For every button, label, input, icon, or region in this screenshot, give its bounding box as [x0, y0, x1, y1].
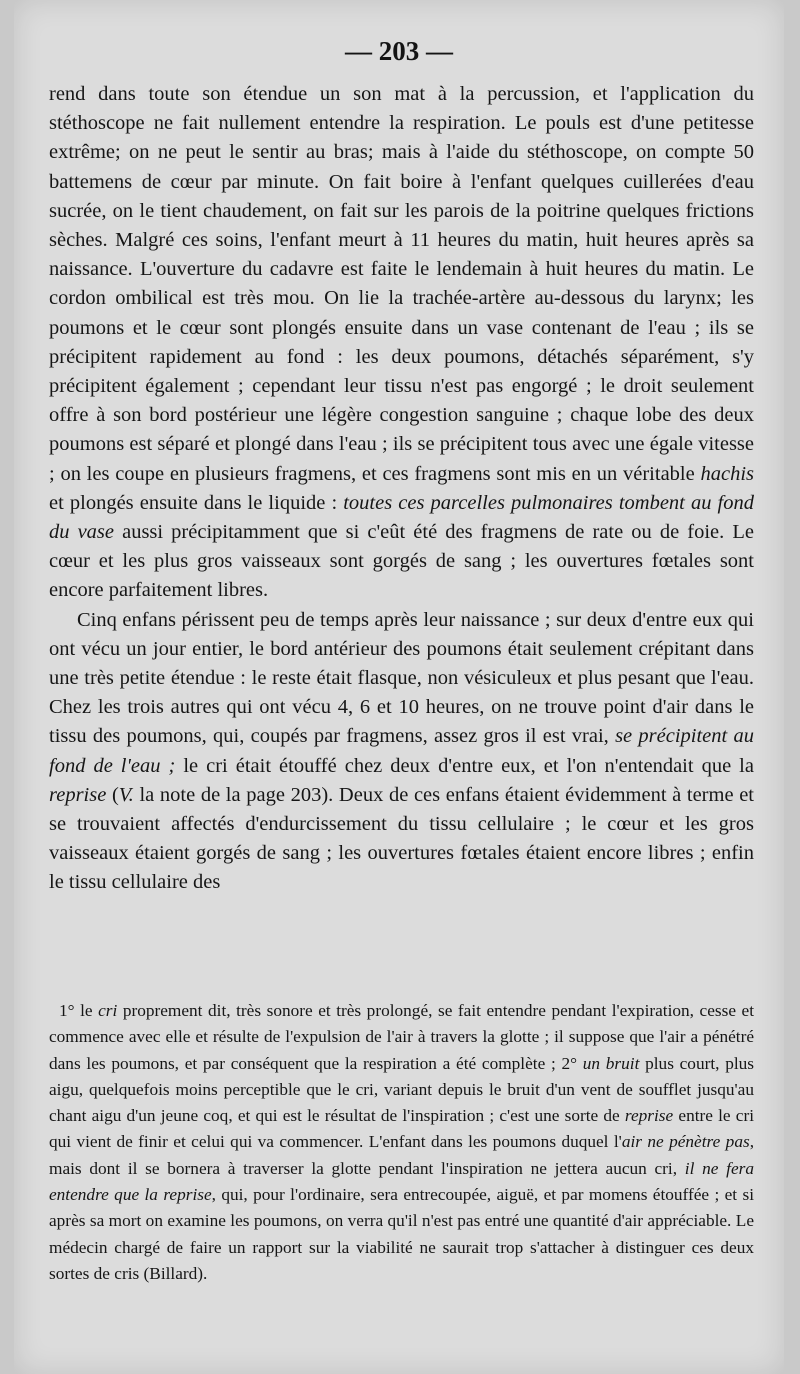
footnote	[49, 998, 754, 1287]
page-number: — 203 —	[345, 36, 453, 66]
body-text	[49, 80, 754, 898]
footnote-text: 1° le cri proprement dit, très sonore et très prolongé, se fait entendre pendant l'expiration, cesse et commence avec elle et résulte de l'expulsion de l'air à travers la glotte ; il suppose que l'air a pénétré dans les poumons, et par conséquent que la respiration a été complète ; 2° un bruit plus court, plus aigu, quelquefois moins perceptible que le cri, variant depuis le bruit d'un vent de soufflet jusqu'au chant aigu d'un jeune coq, et qui est le résultat de l'inspiration ; c'est une sorte de reprise entre le cri qui vient de finir et celui qui va commencer. L'enfant dans les poumons duquel l'air ne pénètre pas, mais dont il se bornera à traverser la glotte pendant l'inspiration ne jettera aucun cri, il ne fera entendre que la reprise, qui, pour l'ordinaire, sera entrecoupée, aiguë, et par momens étouffée ; et si après sa mort on examine les poumons, on verra qu'il n'est pas entré une quantité d'air appréciable. Le médecin chargé de faire un rapport sur la viabilité ne saurait trop s'attacher à distinguer ces deux sortes de cris (Billard).	[49, 1001, 755, 1283]
paragraph-1: rend dans toute son étendue un son mat à la percussion, et l'application du stéthoscope ne fait nullement entendre la respiration. Le pouls est d'une petitesse extrême; on ne peut le sentir au bras; mais à l'aide du stéthoscope, on compte 50 battemens de cœur par minute. On fait boire à l'enfant quelques cuillerées d'eau sucrée, on le tient chaudement, on fait sur les parois de la poitrine quelques frictions sèches. Malgré ces soins, l'enfant meurt à 11 heures du matin, huit heures après sa naissance. L'ouverture du cadavre est faite le lendemain à huit heures du matin. Le cordon ombilical est très mou. On lie la trachée-artère au-dessous du larynx; les poumons et le cœur sont plongés ensuite dans un vase contenant de l'eau ; ils se précipitent rapidement au fond : les deux poumons, détachés séparément, s'y précipitent également ; cependant leur tissu n'est pas engorgé ; le droit seulement offre à son bord postérieur une légère congestion sanguine ; chaque lobe des deux poumons est séparé et plongé dans l'eau ; ils se précipitent tous avec une égale vitesse ; on les coupe en plusieurs fragmens, et ces fragmens sont mis en un véritable hachis et plongés ensuite dans le liquide : toutes ces parcelles pulmonaires tombent au fond du vase aussi précipitamment que si c'eût été des fragmens de rate ou de foie. Le cœur et les plus gros vaisseaux sont gorgés de sang ; les ouvertures fœtales sont encore parfaitement libres.	[49, 83, 754, 602]
paragraph-2: Cinq enfans périssent peu de temps après leur naissance ; sur deux d'entre eux qui ont vécu un jour entier, le bord antérieur des poumons était seulement crépitant dans une très petite étendue : le reste était flasque, non vésiculeux et plus pesant que l'eau. Chez les trois autres qui ont vécu 4, 6 et 10 heures, on ne trouve point d'air dans le tissu des poumons, qui, coupés par fragmens, assez gros il est vrai, se précipitent au fond de l'eau ; le cri était étouffé chez deux d'entre eux, et l'on n'entendait que la reprise (V. la note de la page 203). Deux de ces enfans étaient évidemment à terme et se trouvaient affectés d'endurcissement du tissu cellulaire ; le cœur et les gros vaisseaux étaient gorgés de sang ; les ouvertures fœtales étaient encore libres ; enfin le tissu cellulaire des	[49, 608, 754, 894]
book-page	[14, 0, 784, 1374]
